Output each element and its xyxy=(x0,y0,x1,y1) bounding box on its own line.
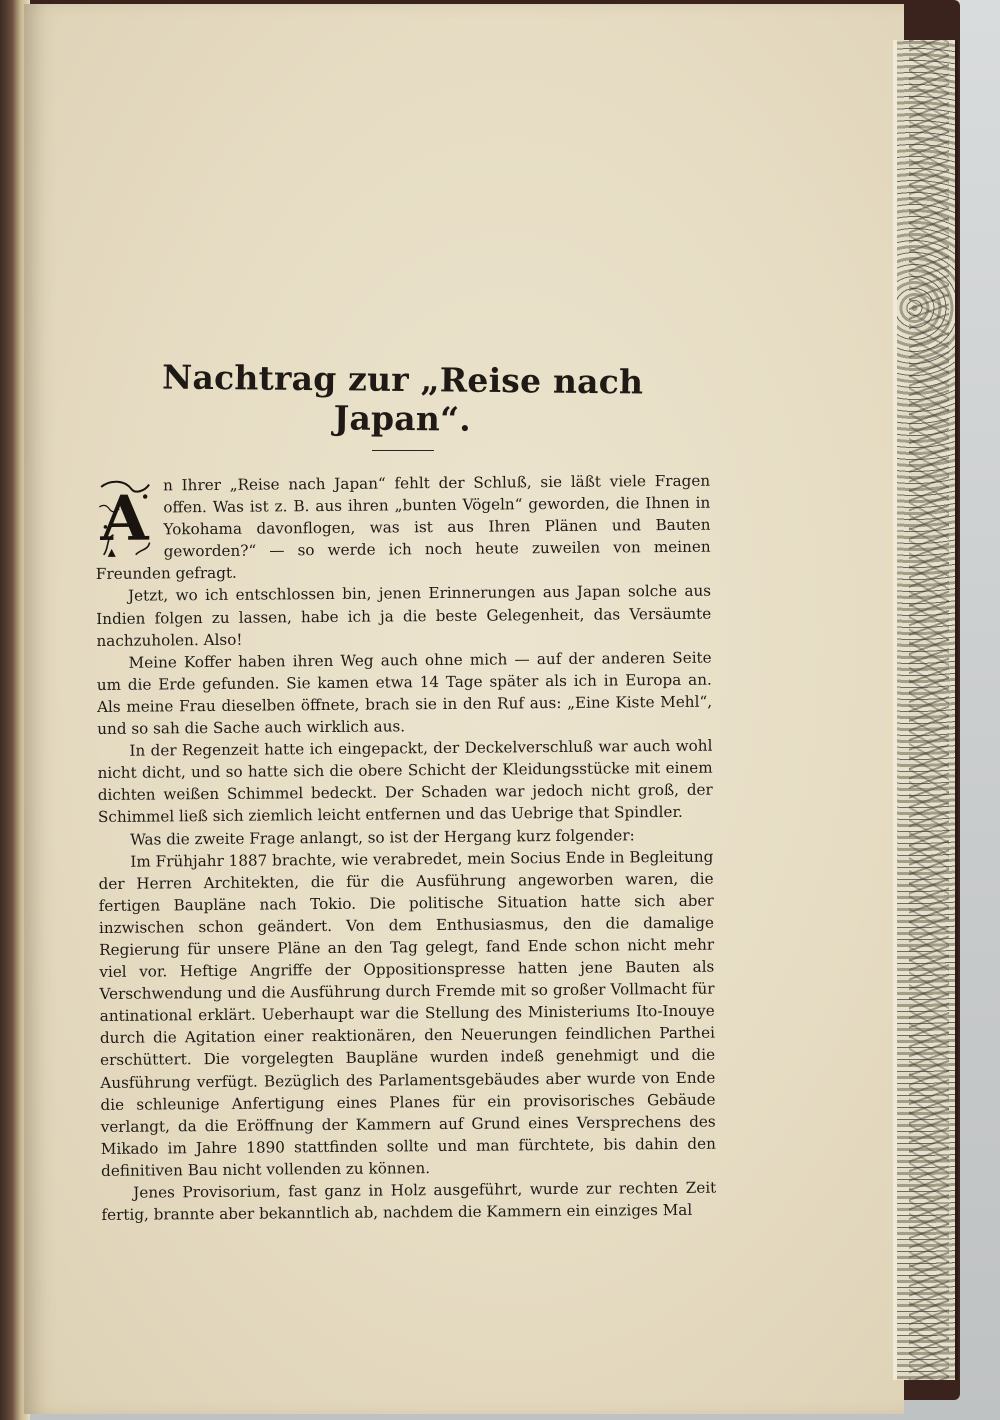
page-title: Nachtrag zur „Reise nach Japan“. xyxy=(161,357,644,439)
marbled-endpaper xyxy=(893,40,958,1380)
endpaper-pattern xyxy=(909,40,949,1380)
paragraph-6: Im Frühjahr 1887 brachte, wie verabredet, mein Socius Ende in Begleitung der Herren Architekten, die für die Ausführung angeworben waren, die fertigen Baupläne nach Tokio. Die politische Situation hatte sich aber inzwischen schon geändert. Von dem Enthusiasmus, den die damalige Regierung für unsere Pläne an den Tag gelegt, fand Ende schon nicht mehr viel vor. Heftige Angriffe der Oppositionspresse hatten jene Bauten als Verschwendung und die Ausführung durch Fremde mit so großer Vollmacht für antinational erklärt. Ueberhaupt war die Stellung des Ministeriums Ito-Inouye durch die Agitation einer reaktionären, den Neuerungen feindlichen Parthei erschüttert. Die vorgelegten Baupläne wurden indeß genehmigt und die Ausführung verfügt. Bezüglich des Parlamentsgebäudes aber wurde von Ende die schleunige Anfertigung eines Planes für ein provisorisches Gebäude verlangt, da die Eröffnung der Kammern auf Grund eines Versprechens des Mikado im Jahre 1890 stattfinden sollte und man fürchtete, bis dahin den definitiven Bau nicht vollenden zu können. xyxy=(98,847,716,1180)
paragraph-5: Was die zweite Frage anlangt, so ist der Hergang kurz folgender: xyxy=(130,825,635,849)
page-text-block xyxy=(95,357,717,1226)
paragraph-1 xyxy=(95,470,711,586)
paragraph-7: Jenes Provisorium, fast ganz in Holz ausgeführt, wurde zur rechten Zeit fertig, brannte aber bekanntlich ab, nachdem die Kammern ein einziges Mal xyxy=(101,1178,717,1225)
paragraph-4: In der Regenzeit hatte ich eingepackt, der Deckelverschluß war auch wohl nicht dicht, und so hatte sich die obere Schicht der Kleidungsstücke mit einem dichten weißen Schimmel bedeckt. Der Schaden war jedoch nicht groß, der Schimmel ließ sich ziemlich leicht entfernen und das Uebrige that Spindler. xyxy=(97,736,713,827)
body-text xyxy=(95,470,717,1227)
ornamental-dropcap xyxy=(95,476,154,561)
dropcap-letter: A xyxy=(99,481,149,555)
paragraph-2: Jetzt, wo ich entschlossen bin, jenen Erinnerungen aus Japan solche aus Indien folgen zu lassen, habe ich ja die beste Gelegenheit, das Versäumte nachzuholen. Also! xyxy=(96,582,712,650)
paragraph-3: Meine Koffer haben ihren Weg auch ohne mich — auf der anderen Seite um die Erde gefunden. Sie kamen etwa 14 Tage später als ich in Europa an. Als meine Frau dieselben öffnete, brach sie in den Ruf aus: „Eine Kiste Mehl“, und so sah die Sache auch wirklich aus. xyxy=(96,648,713,739)
title-divider xyxy=(372,450,434,451)
paragraph-1-text: n Ihrer „Reise nach Japan“ fehlt der Schluß, sie läßt viele Fragen offen. Was ist z. B. aus ihren „bunten Vögeln“ geworden, die Ihnen in Yokohama davonflogen, was ist aus Ihren Plänen und Bauten geworden?“ — so werde ich noch heute zuweilen von meinen Freunden gefragt. xyxy=(95,471,711,584)
